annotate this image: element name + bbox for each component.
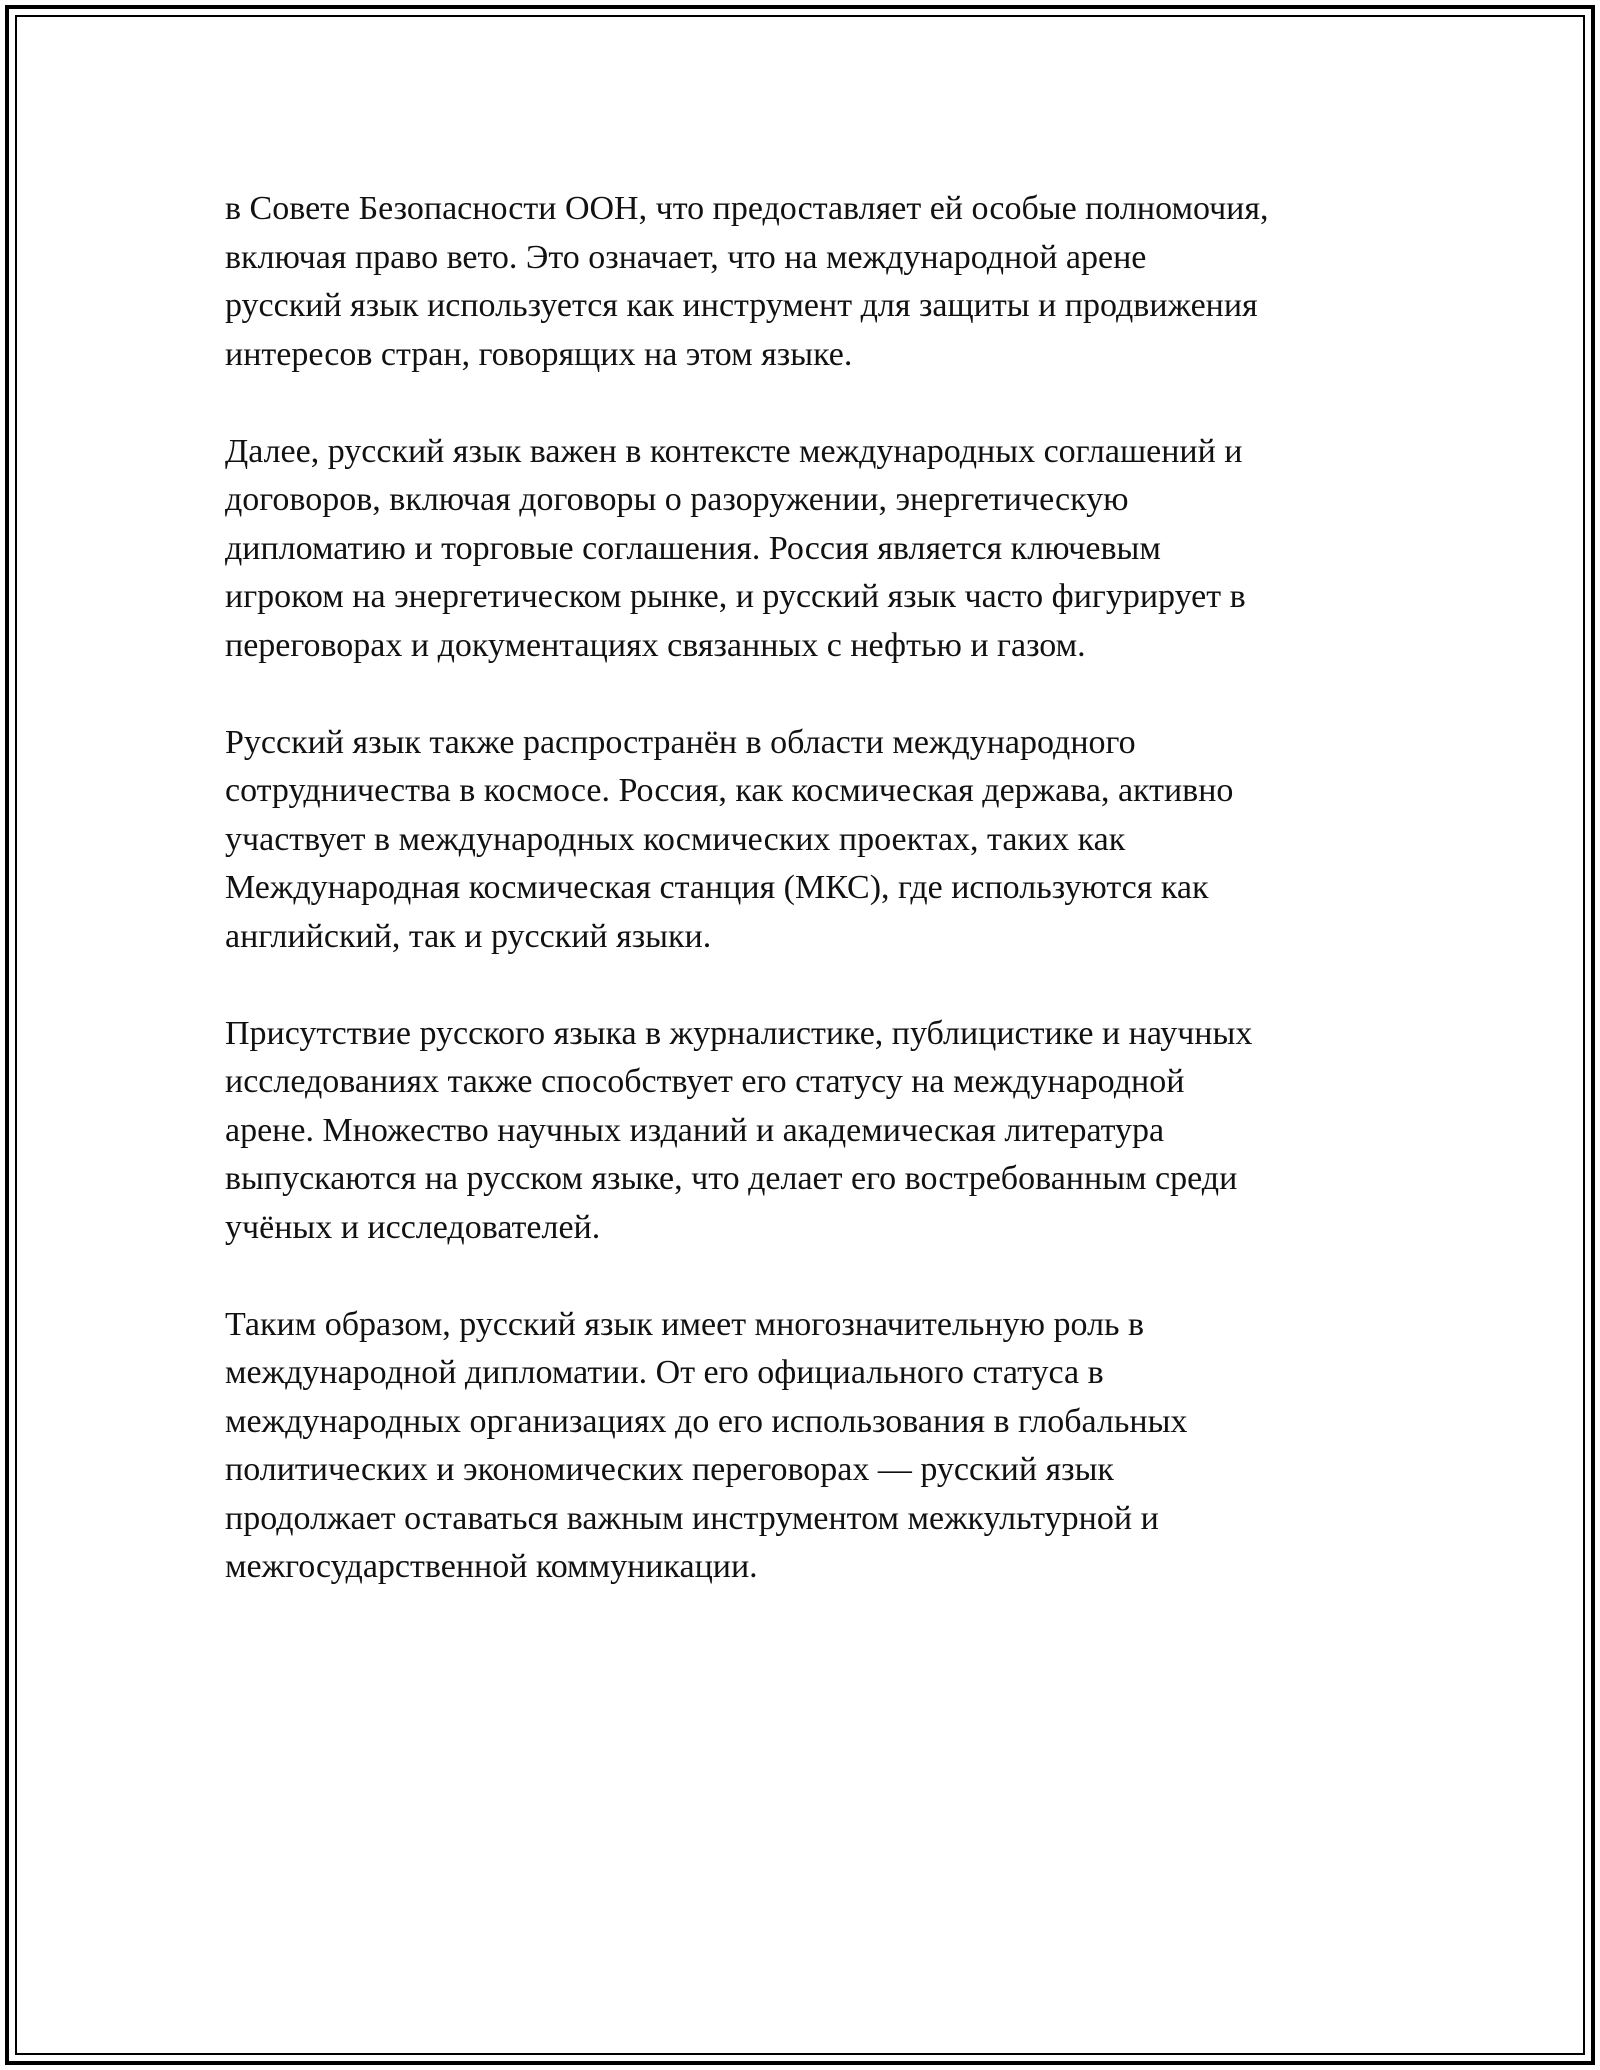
text-line: переговорах и документациях связанных с нефтью и газом. [225,626,1086,664]
paragraph-conclusion [225,1301,1375,1592]
text-line: выпускаются на русском языке, что делает его востребованным среди [225,1160,1238,1197]
text-line: договоров, включая договоры о разоружении, энергетическую [225,481,1129,518]
text-line: политических и экономических переговорах — русский язык [225,1451,1114,1488]
document-body [225,185,1375,1640]
text-line: продолжает оставаться важным инструментом межкультурной и [225,1499,1159,1537]
text-line: в Совете Безопасности ООН, что предоставляет ей особые полномочия, [225,190,1269,227]
paragraph-journalism-science [225,1010,1375,1253]
text-line: участвует в международных космических проектах, таких как [225,820,1126,858]
paragraph-un-security-council [225,185,1375,379]
paragraph-international-agreements [225,428,1375,671]
text-line: сотрудничества в космосе. Россия, как космическая держава, активно [225,772,1234,809]
text-line: межгосударственной коммуникации. [225,1548,758,1585]
text-line: русский язык используется как инструмент для защиты и продвижения [225,287,1258,324]
paragraph-space-cooperation [225,719,1375,962]
text-line: международных организациях до его использования в глобальных [225,1402,1188,1440]
text-line: игроком на энергетическом рынке, и русский язык часто фигурирует в [225,578,1246,615]
text-line: международной дипломатии. От его официального статуса в [225,1354,1104,1391]
text-line: Международная космическая станция (МКС), где используются как [225,869,1209,906]
text-line: включая право вето. Это означает, что на международной арене [225,238,1147,276]
text-line: английский, так и русский языки. [225,917,712,955]
text-line: Русский язык также распространён в области международного [225,723,1136,761]
text-line: интересов стран, говорящих на этом языке. [225,335,853,373]
text-line: учёных и исследователей. [225,1208,601,1246]
text-line: дипломатию и торговые соглашения. Россия является ключевым [225,529,1161,567]
text-line: Таким образом, русский язык имеет многозначительную роль в [225,1305,1145,1343]
text-line: Далее, русский язык важен в контексте международных соглашений и [225,432,1243,470]
text-line: Присутствие русского языка в журналистике, публицистике и научных [225,1014,1253,1052]
text-line: исследованиях также способствует его статусу на международной [225,1063,1185,1100]
text-line: арене. Множество научных изданий и академическая литература [225,1111,1165,1149]
